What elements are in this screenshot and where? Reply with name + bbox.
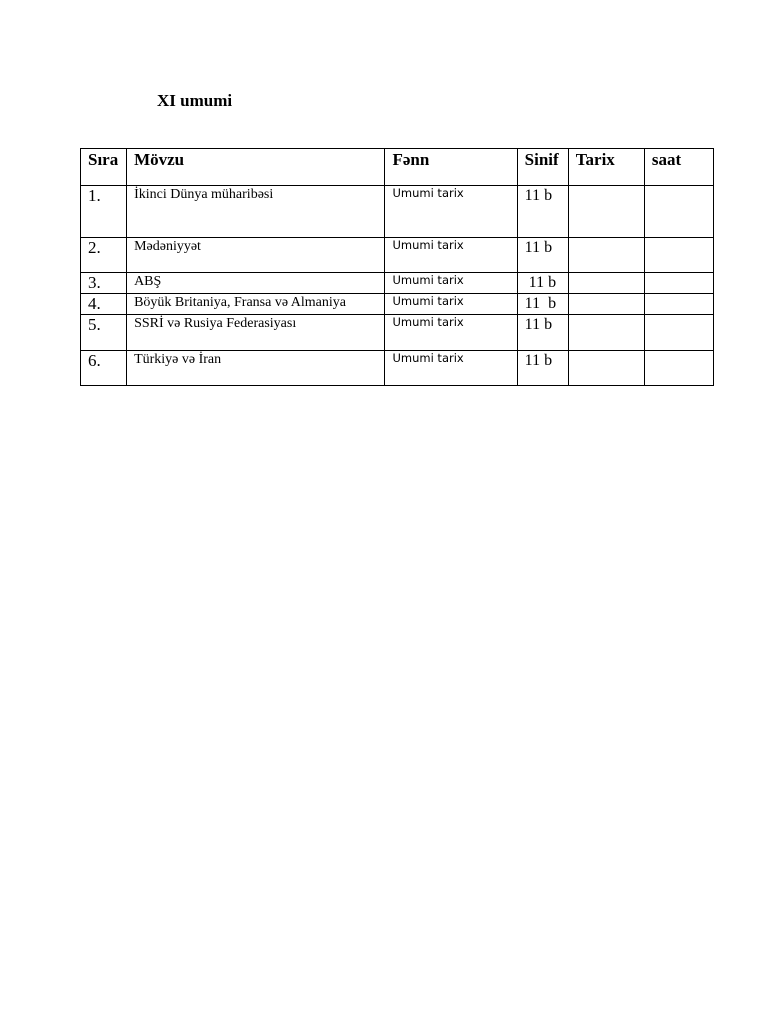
- cell-sira: 4.: [81, 294, 127, 315]
- lesson-table: [80, 148, 714, 386]
- cell-movzu: İkinci Dünya müharibəsi: [127, 186, 385, 238]
- cell-movzu: Böyük Britaniya, Fransa və Almaniya: [127, 294, 385, 315]
- table-header-row: [81, 149, 714, 186]
- cell-sira: 5.: [81, 315, 127, 351]
- cell-saat: [644, 273, 713, 294]
- cell-tarix: [568, 294, 644, 315]
- header-tarix: Tarix: [568, 149, 644, 186]
- cell-fenn: Umumi tarix: [385, 186, 517, 238]
- cell-sira: 2.: [81, 238, 127, 273]
- cell-fenn: Umumi tarix: [385, 351, 517, 386]
- cell-sinif: 11 b: [517, 186, 568, 238]
- cell-sinif: 11 b: [517, 315, 568, 351]
- cell-tarix: [568, 315, 644, 351]
- cell-sira: 6.: [81, 351, 127, 386]
- cell-movzu: Türkiyə və İran: [127, 351, 385, 386]
- cell-movzu: SSRİ və Rusiya Federasiyası: [127, 315, 385, 351]
- cell-tarix: [568, 238, 644, 273]
- cell-sira: 1.: [81, 186, 127, 238]
- cell-sinif: 11 b: [517, 238, 568, 273]
- cell-saat: [644, 351, 713, 386]
- table-row: [81, 273, 714, 294]
- table-row: [81, 351, 714, 386]
- table-row: [81, 294, 714, 315]
- cell-saat: [644, 186, 713, 238]
- cell-sinif: 11 b: [517, 351, 568, 386]
- cell-fenn: Umumi tarix: [385, 294, 517, 315]
- cell-tarix: [568, 273, 644, 294]
- cell-sinif: 11 b: [517, 294, 568, 315]
- cell-fenn: Umumi tarix: [385, 238, 517, 273]
- header-saat: saat: [644, 149, 713, 186]
- page-title: XI umumi: [157, 91, 233, 110]
- cell-fenn: Umumi tarix: [385, 273, 517, 294]
- table-row: [81, 238, 714, 273]
- cell-movzu: Mədəniyyət: [127, 238, 385, 273]
- cell-tarix: [568, 351, 644, 386]
- cell-movzu: ABŞ: [127, 273, 385, 294]
- header-sinif: Sinif: [517, 149, 568, 186]
- cell-saat: [644, 294, 713, 315]
- cell-sinif: 11 b: [517, 273, 568, 294]
- cell-tarix: [568, 186, 644, 238]
- header-movzu: Mövzu: [127, 149, 385, 186]
- cell-fenn: Umumi tarix: [385, 315, 517, 351]
- table-row: [81, 315, 714, 351]
- header-sira: Sıra: [81, 149, 127, 186]
- header-fenn: Fənn: [385, 149, 517, 186]
- cell-saat: [644, 315, 713, 351]
- cell-sira: 3.: [81, 273, 127, 294]
- cell-saat: [644, 238, 713, 273]
- table-row: [81, 186, 714, 238]
